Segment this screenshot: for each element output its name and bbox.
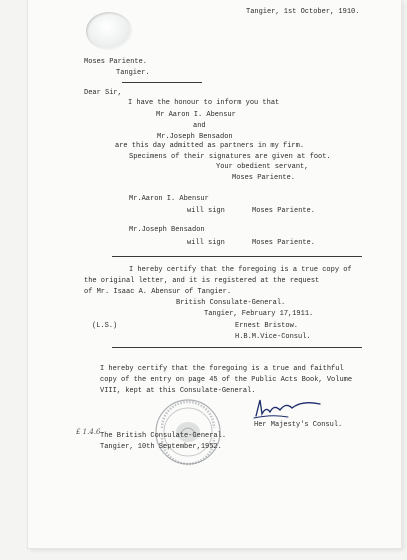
- certificate-1-title: H.B.M.Vice-Consul.: [235, 333, 311, 341]
- letter-line: and: [193, 122, 206, 130]
- letter-line: Mr.Joseph Bensadon: [157, 133, 233, 141]
- certificate-1-line: of Mr. Isaac A. Abensur of Tangier.: [84, 288, 232, 296]
- certificate-1-date: Tangier, February 17,1911.: [204, 310, 314, 318]
- salutation: Dear Sir,: [84, 89, 122, 97]
- certificate-1-line: the original letter, and it is registered at the request: [84, 277, 320, 285]
- letter-line: Your obedient servant,: [216, 163, 309, 171]
- certificate-2-line: VIII, kept at this Consulate-General.: [100, 387, 256, 395]
- embossed-seal-icon: [86, 12, 132, 50]
- divider: [112, 347, 362, 348]
- divider: [122, 82, 202, 83]
- letter-page: [28, 0, 401, 548]
- letter-line: Mr Aaron I. Abensur: [156, 111, 236, 119]
- pencil-annotation: £ 1.4.6: [76, 428, 101, 436]
- certificate-1-line: I hereby certify that the foregoing is a true copy of: [129, 266, 352, 274]
- letter-line: Moses Pariente.: [232, 174, 296, 182]
- letter-line: Specimens of their signatures are given at foot.: [129, 153, 331, 161]
- signatory-2-will-sign: will sign: [187, 239, 225, 247]
- seal-mark: (L.S.): [92, 322, 118, 330]
- certificate-2-line: copy of the entry on page 45 of the Public Acts Book, Volume: [100, 376, 353, 384]
- letter-line: I have the honour to inform you that: [128, 99, 280, 107]
- signatory-1-signs-as: Moses Pariente.: [252, 207, 316, 215]
- certificate-2-line: I hereby certify that the foregoing is a true and faithful: [100, 365, 344, 373]
- certificate-1-signer: Ernest Bristow.: [235, 322, 299, 330]
- certificate-1-office: British Consulate-General.: [176, 299, 286, 307]
- signatory-1-will-sign: will sign: [187, 207, 225, 215]
- signatory-2-signs-as: Moses Pariente.: [252, 239, 316, 247]
- certificate-2-office: The British Consulate-General.: [100, 432, 227, 440]
- consul-signature-icon: [252, 396, 324, 422]
- letter-line: are this day admitted as partners in my firm.: [115, 142, 305, 150]
- addressee-place: Tangier.: [116, 69, 150, 77]
- signatory-2-name: Mr.Joseph Bensadon: [129, 226, 205, 234]
- dateline: Tangier, 1st October, 1910.: [246, 8, 360, 16]
- consul-title: Her Majesty's Consul.: [254, 421, 343, 429]
- certificate-2-date: Tangier, 10th September,1952.: [100, 443, 222, 451]
- addressee-name: Moses Pariente.: [84, 58, 148, 66]
- divider: [112, 256, 362, 257]
- signatory-1-name: Mr.Aaron I. Abensur: [129, 195, 209, 203]
